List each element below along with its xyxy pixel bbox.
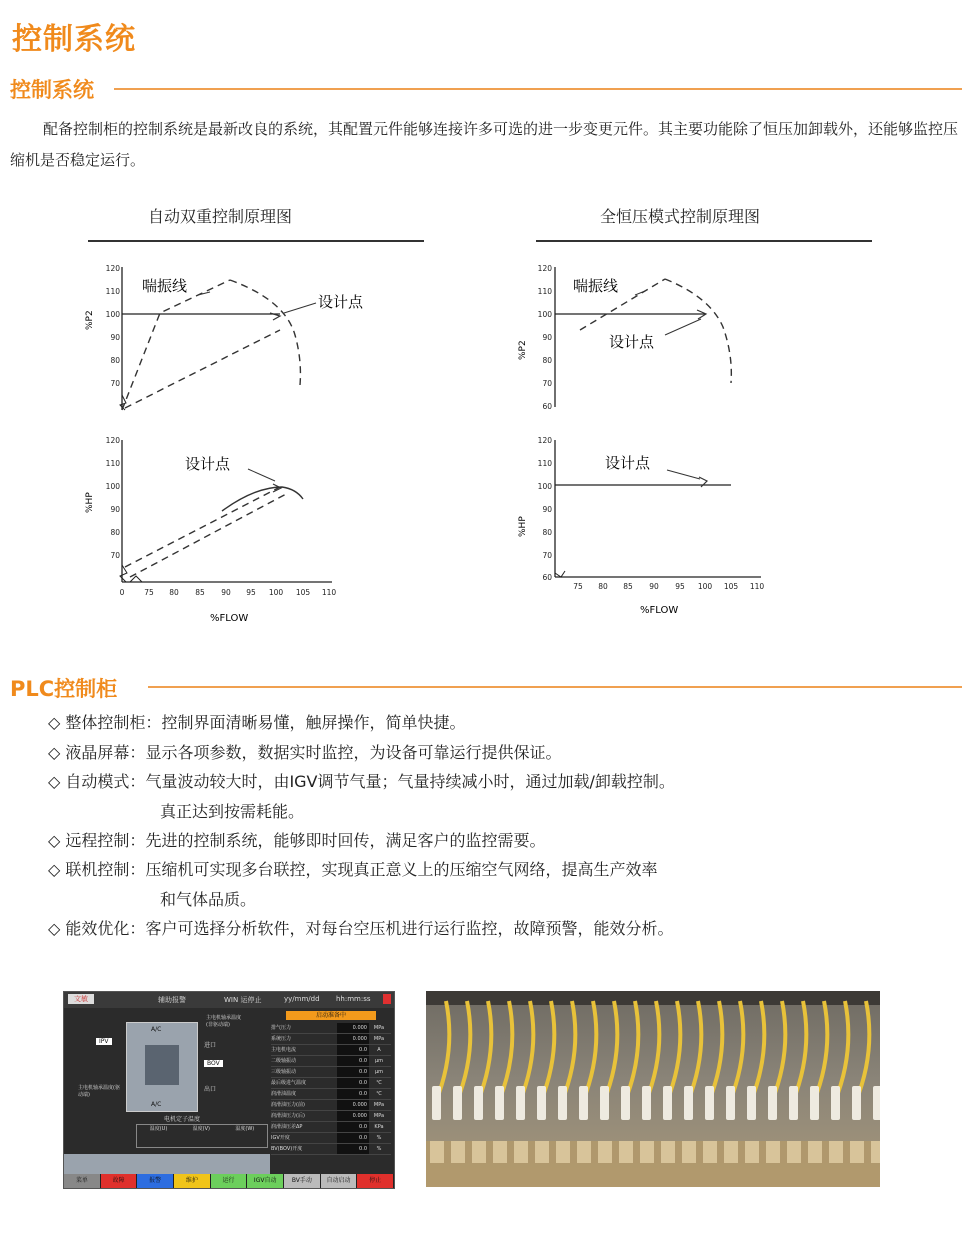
hmi-label: 主电机轴承温度(非驱动端) (206, 1015, 242, 1028)
hmi-button: 故障 (101, 1174, 138, 1188)
hmi-param-value: 0.000 (337, 1023, 369, 1033)
bullet-text: 客户可选择分析软件，对每台空压机进行运行监控，故障预警，能效分析。 (145, 919, 674, 938)
tick: 100 (105, 310, 120, 319)
bullet-item: ◇ 远程控制：先进的控制系统，能够即时回传，满足客户的监控需要。 (48, 831, 546, 850)
diagram-left (70, 255, 370, 635)
hmi-param-unit: ℃ (376, 1080, 382, 1086)
hmi-label: 进口 (204, 1042, 217, 1049)
tick: 120 (105, 436, 120, 445)
tick: 85 (623, 582, 633, 591)
diamond-icon: ◇ (48, 831, 61, 850)
hmi-param-name: 排气压力 (271, 1025, 292, 1031)
hmi-param-value: 0.0 (337, 1133, 369, 1143)
bullet-key: 整体控制柜 (65, 713, 146, 732)
tick: 70 (110, 379, 120, 388)
tick: 95 (675, 582, 685, 591)
y-axis-label-top: %P2 (85, 310, 95, 330)
hmi-label: 温度(U) (149, 1126, 168, 1132)
diagram-left-rule (88, 240, 424, 242)
hmi-logo: 文敏 (68, 994, 94, 1004)
section-title-control-system: 控制系统 (10, 78, 94, 102)
hmi-param-unit: KPa (374, 1124, 384, 1130)
tick: 110 (749, 582, 765, 591)
tick: 80 (598, 582, 608, 591)
tick: 75 (573, 582, 583, 591)
hmi-param-name: 润滑油温度 (271, 1091, 297, 1097)
hmi-param-row (271, 1089, 391, 1100)
design-point-label: 设计点 (609, 333, 655, 351)
diamond-icon: ◇ (48, 860, 61, 879)
hmi-button: 自动启动 (321, 1174, 358, 1188)
tick: 70 (110, 551, 120, 560)
hmi-alarm-icon (383, 994, 391, 1004)
tick: 70 (542, 551, 552, 560)
hmi-param-name: 二级轴振动 (271, 1058, 297, 1064)
bullet-text: 显示各项参数，数据实时监控，为设备可靠运行提供保证。 (145, 743, 562, 762)
hmi-param-unit: MPa (373, 1113, 385, 1119)
hmi-param-row (271, 1056, 391, 1067)
hmi-param-row (271, 1144, 391, 1155)
hmi-param-unit: % (376, 1135, 382, 1141)
bullet-text: 气量波动较大时，由IGV调节气量；气量持续减小时，通过加载/卸载控制。 (145, 772, 675, 791)
tick: 80 (542, 528, 552, 537)
tick: 90 (110, 333, 120, 342)
tick: 120 (537, 436, 552, 445)
hmi-param-unit: μm (374, 1058, 384, 1064)
surge-line-label: 喘振线 (142, 277, 188, 295)
bullet-item: ◇ 能效优化：客户可选择分析软件，对每台空压机进行运行监控，故障预警，能效分析。 (48, 919, 674, 938)
diamond-icon: ◇ (48, 772, 61, 791)
tick: 120 (537, 264, 552, 273)
tick: 0 (119, 588, 125, 597)
tick: 110 (105, 459, 120, 468)
hmi-param-row (271, 1023, 391, 1034)
hmi-label: BOV (204, 1060, 223, 1067)
tick: 90 (110, 505, 120, 514)
hmi-param-value: 0.0 (337, 1067, 369, 1077)
hmi-compressor-schematic (126, 1022, 198, 1112)
hmi-param-value: 0.000 (337, 1034, 369, 1044)
hmi-date: yy/mm/dd (284, 995, 320, 1003)
design-point-label: 设计点 (318, 293, 364, 311)
tick: 90 (221, 588, 231, 597)
section-divider (114, 88, 962, 90)
tick: 100 (105, 482, 120, 491)
intro-paragraph: 配备控制柜的控制系统是最新改良的系统，其配置元件能够连接许多可选的进一步变更元件。其主要功能除了恒压加卸载外，还能够监控压缩机是否稳定运行。 (10, 120, 959, 169)
tick: 90 (542, 333, 552, 342)
hmi-param-unit: μm (374, 1069, 384, 1075)
diagram-right (505, 255, 805, 625)
diamond-icon: ◇ (48, 919, 61, 938)
hmi-param-unit: MPa (373, 1025, 385, 1031)
tick: 95 (246, 588, 256, 597)
bullet-continuation: 真正达到按需耗能。 (160, 802, 305, 821)
hmi-param-value: 0.000 (337, 1100, 369, 1110)
hmi-param-row (271, 1111, 391, 1122)
diagram-right-rule (536, 240, 872, 242)
tick: 85 (195, 588, 205, 597)
hmi-time: hh:mm:ss (336, 995, 371, 1003)
tick: 110 (321, 588, 337, 597)
hmi-temp-box (136, 1124, 268, 1148)
hmi-param-row (271, 1045, 391, 1056)
hmi-label: 主电机轴承温度(驱动端) (78, 1085, 120, 1098)
tick: 60 (542, 402, 552, 411)
hmi-screen-image (63, 991, 395, 1189)
hmi-label: IPV (96, 1038, 112, 1045)
hmi-param-name: 主电机电流 (271, 1047, 297, 1053)
hmi-param-value: 0.0 (337, 1045, 369, 1055)
hmi-param-name: 最后级进气温度 (271, 1080, 307, 1086)
hmi-param-value: 0.0 (337, 1144, 369, 1154)
hmi-param-unit: % (376, 1146, 382, 1152)
design-point-label-bottom: 设计点 (185, 455, 231, 473)
hmi-param-value: 0.0 (337, 1056, 369, 1066)
x-axis-label: %FLOW (640, 605, 679, 616)
bullet-text: 先进的控制系统，能够即时回传，满足客户的监控需要。 (145, 831, 546, 850)
hmi-param-unit: ℃ (376, 1091, 382, 1097)
y-axis-label-top: %P2 (518, 340, 528, 360)
hmi-menu-title: 辅助报警 (158, 996, 186, 1004)
hmi-label: 温度(V) (192, 1126, 210, 1132)
tick: 100 (268, 588, 284, 597)
hmi-status: WIN 运停止 (224, 996, 262, 1004)
tick: 60 (542, 573, 552, 582)
tick: 110 (537, 287, 552, 296)
tick: 100 (697, 582, 713, 591)
tick: 90 (542, 505, 552, 514)
hmi-param-name: BV(BOV)开度 (271, 1146, 303, 1152)
hmi-button: 报警 (137, 1174, 174, 1188)
hmi-button: 维护 (174, 1174, 211, 1188)
hmi-param-row (271, 1100, 391, 1111)
hmi-param-unit: MPa (373, 1102, 385, 1108)
bullet-key: 液晶屏幕 (65, 743, 130, 762)
hmi-label: 出口 (204, 1086, 217, 1093)
tick: 120 (105, 264, 120, 273)
hmi-button: 运行 (211, 1174, 248, 1188)
hmi-button: BV手动 (284, 1174, 321, 1188)
hmi-label: A/C (151, 1026, 162, 1033)
bullet-key: 远程控制 (65, 831, 130, 850)
diamond-icon: ◇ (48, 713, 61, 732)
tick: 105 (723, 582, 739, 591)
tick: 90 (649, 582, 659, 591)
diamond-icon: ◇ (48, 743, 61, 762)
hmi-param-name: 系统压力 (271, 1036, 292, 1042)
bullet-item: ◇ 联机控制：压缩机可实现多台联控，实现真正意义上的压缩空气网络，提高生产效率 (48, 860, 658, 879)
tick: 100 (537, 482, 552, 491)
hmi-param-unit: MPa (373, 1036, 385, 1042)
diagram-left-title: 自动双重控制原理图 (147, 207, 292, 226)
x-axis-label: %FLOW (210, 613, 249, 624)
hmi-param-row (271, 1133, 391, 1144)
hmi-message-area (64, 1154, 270, 1174)
hmi-param-value: 0.0 (337, 1089, 369, 1099)
bullet-item: ◇ 整体控制柜：控制界面清晰易懂，触屏操作，简单快捷。 (48, 713, 466, 732)
hmi-param-value: 0.0 (337, 1122, 369, 1132)
hmi-param-row (271, 1067, 391, 1078)
section-divider (148, 686, 962, 688)
hmi-button-bar (64, 1174, 394, 1188)
hmi-param-row (271, 1034, 391, 1045)
bullet-key: 联机控制 (65, 860, 130, 879)
hmi-button: 菜单 (64, 1174, 101, 1188)
tick: 80 (110, 356, 120, 365)
bullet-key: 能效优化 (65, 919, 130, 938)
section-title-plc: PLC控制柜 (10, 677, 118, 701)
page-title: 控制系统 (12, 22, 136, 57)
y-axis-label-bottom: %HP (85, 492, 95, 513)
diagram-right-title: 全恒压模式控制原理图 (599, 207, 760, 226)
hmi-label: 温度(W) (235, 1126, 255, 1132)
tick: 80 (542, 356, 552, 365)
tick: 80 (110, 528, 120, 537)
hmi-label: 电机定子温度 (164, 1116, 201, 1123)
hmi-param-value: 0.0 (337, 1078, 369, 1088)
hmi-param-name: 三级轴振动 (271, 1069, 297, 1075)
hmi-banner: 启动准备中 (286, 1011, 376, 1020)
hmi-param-table (271, 1023, 391, 1155)
y-axis-label-bottom: %HP (518, 516, 528, 537)
hmi-param-name: 润滑油压差ΔP (271, 1124, 303, 1130)
tick: 80 (169, 588, 179, 597)
bullet-text: 控制界面清晰易懂，触屏操作，简单快捷。 (161, 713, 466, 732)
tick: 75 (144, 588, 154, 597)
tick: 110 (105, 287, 120, 296)
bullet-continuation: 和气体品质。 (160, 890, 257, 909)
bullet-text: 压缩机可实现多台联控，实现真正意义上的压缩空气网络，提高生产效率 (145, 860, 658, 879)
hmi-label: A/C (151, 1101, 162, 1108)
wiring-photo (426, 991, 880, 1187)
hmi-param-name: 润滑油压力(前) (271, 1102, 305, 1108)
hmi-param-value: 0.000 (337, 1111, 369, 1121)
hmi-button: IGV自动 (247, 1174, 284, 1188)
tick: 70 (542, 379, 552, 388)
bullet-key: 自动模式 (65, 772, 130, 791)
surge-line-label: 喘振线 (573, 277, 619, 295)
hmi-top-bar (64, 992, 394, 1008)
tick: 100 (537, 310, 552, 319)
tick: 105 (295, 588, 311, 597)
hmi-param-row (271, 1122, 391, 1133)
hmi-param-row (271, 1078, 391, 1089)
hmi-button: 停止 (357, 1174, 394, 1188)
hmi-param-unit: A (377, 1047, 381, 1053)
design-point-label-bottom: 设计点 (605, 454, 651, 472)
bullet-item: ◇ 液晶屏幕：显示各项参数，数据实时监控，为设备可靠运行提供保证。 (48, 743, 562, 762)
tick: 110 (537, 459, 552, 468)
hmi-param-name: 润滑油压力(后) (271, 1113, 305, 1119)
hmi-param-name: IGV开度 (271, 1135, 290, 1141)
bullet-item: ◇ 自动模式：气量波动较大时，由IGV调节气量；气量持续减小时，通过加载/卸载控制。 (48, 772, 675, 791)
